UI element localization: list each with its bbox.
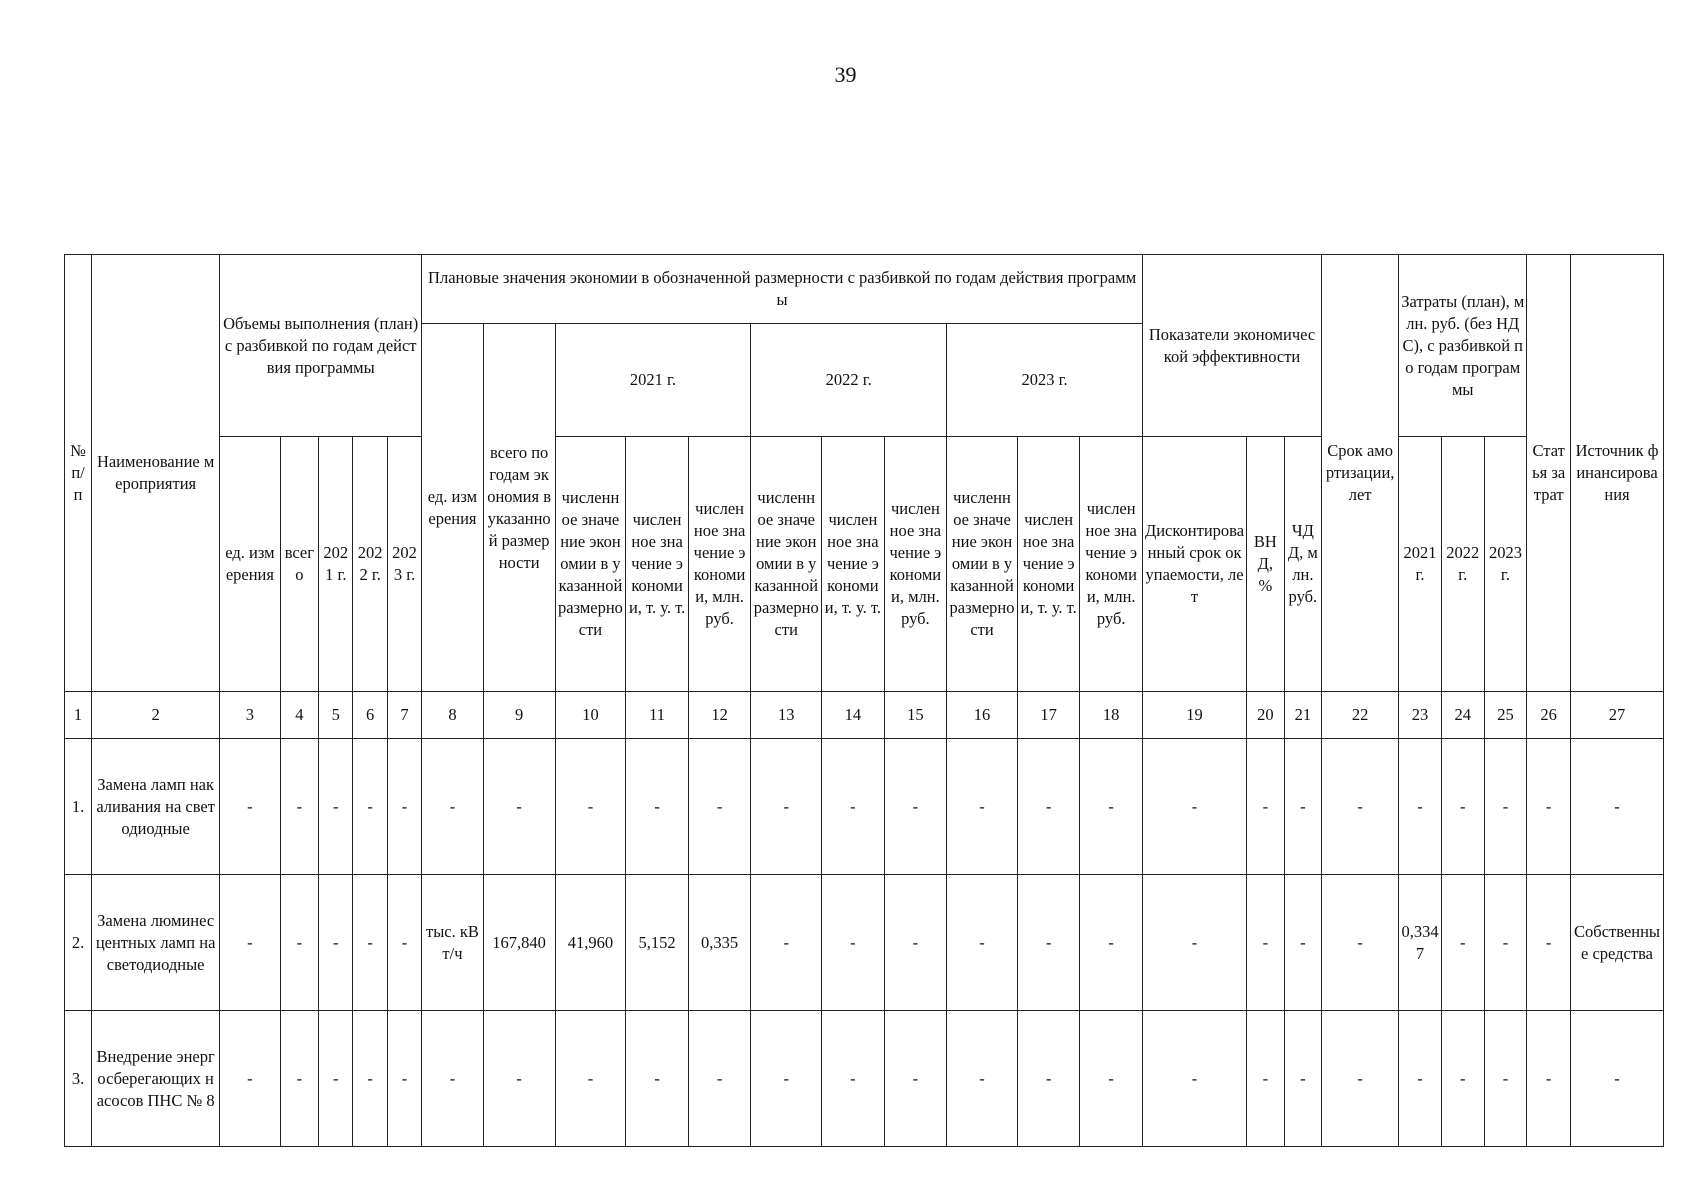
table-cell: -	[387, 1011, 421, 1147]
column-number: 20	[1247, 692, 1284, 739]
col-header-plan-savings: Плановые значения экономии в обозначенной размерности с разбивкой по годам действия программы	[422, 255, 1143, 324]
table-cell: -	[1284, 739, 1322, 875]
col-header-vol-unit: ед. измерения	[220, 437, 280, 692]
table-cell: -	[884, 875, 946, 1011]
col-header-2023-mln: численное значение экономии, млн. руб.	[1080, 437, 1143, 692]
table-cell: -	[1527, 875, 1571, 1011]
table-cell: -	[1484, 875, 1527, 1011]
column-number: 2	[92, 692, 220, 739]
table-row	[65, 1011, 1664, 1147]
table-cell: -	[884, 1011, 946, 1147]
table-cell: -	[1484, 739, 1527, 875]
column-number: 17	[1017, 692, 1079, 739]
col-header-amortization: Срок амортизации, лет	[1322, 255, 1399, 692]
table-cell: -	[1571, 739, 1664, 875]
col-header-efficiency: Показатели экономической эффективности	[1142, 255, 1321, 437]
page-number: 39	[834, 62, 857, 87]
table-cell: -	[220, 739, 280, 875]
table-cell: -	[1441, 875, 1484, 1011]
table-cell: -	[822, 875, 884, 1011]
row-number: 2.	[65, 875, 92, 1011]
table-cell: -	[884, 739, 946, 875]
col-header-2021-num: численное значение экономии в указанной размерности	[555, 437, 626, 692]
table-cell: -	[483, 1011, 555, 1147]
column-number: 25	[1484, 692, 1527, 739]
table-cell: -	[626, 739, 688, 875]
col-header-volumes: Объемы выполнения (план) с разбивкой по годам действия программы	[220, 255, 422, 437]
measure-name: Замена ламп накаливания на светодиодные	[92, 739, 220, 875]
table-cell: -	[626, 1011, 688, 1147]
col-header-2022-mln: численное значение экономии, млн. руб.	[884, 437, 946, 692]
col-header-plan-total: всего по годам экономия в указанной размерности	[483, 324, 555, 692]
column-number: 22	[1322, 692, 1399, 739]
col-header-2021-mln: численное значение экономии, млн. руб.	[688, 437, 750, 692]
col-header-plan-unit: ед. измерения	[422, 324, 483, 692]
col-header-irr: ВНД, %	[1247, 437, 1284, 692]
column-number: 13	[751, 692, 822, 739]
column-number: 24	[1441, 692, 1484, 739]
table-cell: -	[1247, 875, 1284, 1011]
table-cell: 167,840	[483, 875, 555, 1011]
table-cell: -	[1399, 739, 1442, 875]
table-cell: -	[353, 739, 387, 875]
col-header-year-2023: 2023 г.	[947, 324, 1143, 437]
table-cell: -	[1527, 739, 1571, 875]
table-cell: -	[319, 1011, 353, 1147]
table-cell: -	[280, 875, 319, 1011]
table-cell: 5,152	[626, 875, 688, 1011]
table-row	[65, 875, 1664, 1011]
table-cell: 41,960	[555, 875, 626, 1011]
measure-name: Внедрение энергосберегающих насосов ПНС № 8	[92, 1011, 220, 1147]
col-header-costs: Затраты (план), млн. руб. (без НДС), с разбивкой по годам программы	[1399, 255, 1527, 437]
table-cell: -	[751, 739, 822, 875]
table-cell: -	[555, 739, 626, 875]
col-header-article: Статья затрат	[1527, 255, 1571, 692]
col-header-2023-tut: численное значение экономии, т. у. т.	[1017, 437, 1079, 692]
column-number: 18	[1080, 692, 1143, 739]
col-header-cost-2022: 2022 г.	[1441, 437, 1484, 692]
table-cell: -	[947, 739, 1018, 875]
table-cell: -	[1142, 1011, 1246, 1147]
col-header-2021-tut: численное значение экономии, т. у. т.	[626, 437, 688, 692]
table-cell: 0,3347	[1399, 875, 1442, 1011]
table-cell: -	[1322, 1011, 1399, 1147]
table-cell: Собственные средства	[1571, 875, 1664, 1011]
column-number: 9	[483, 692, 555, 739]
table-row	[65, 739, 1664, 875]
table-cell: -	[319, 875, 353, 1011]
table-cell: -	[1247, 739, 1284, 875]
table-cell: -	[353, 875, 387, 1011]
column-number: 15	[884, 692, 946, 739]
table-cell: -	[751, 1011, 822, 1147]
column-number: 12	[688, 692, 750, 739]
measure-name: Замена люминесцентных ламп на светодиодные	[92, 875, 220, 1011]
column-number: 19	[1142, 692, 1246, 739]
col-header-2023-num: численное значение экономии в указанной размерности	[947, 437, 1018, 692]
table-cell: -	[751, 875, 822, 1011]
col-header-cost-2021: 2021 г.	[1399, 437, 1442, 692]
table-cell: -	[1017, 1011, 1079, 1147]
col-header-dpp: Дисконтированный срок окупаемости, лет	[1142, 437, 1246, 692]
column-number: 6	[353, 692, 387, 739]
column-number: 11	[626, 692, 688, 739]
column-number: 27	[1571, 692, 1664, 739]
table-cell: -	[1080, 1011, 1143, 1147]
table-cell: -	[1142, 875, 1246, 1011]
table-cell: -	[1571, 1011, 1664, 1147]
column-number: 26	[1527, 692, 1571, 739]
col-header-vol-2023: 2023 г.	[387, 437, 421, 692]
table-cell: -	[1527, 1011, 1571, 1147]
column-number: 21	[1284, 692, 1322, 739]
table-cell: -	[1441, 1011, 1484, 1147]
table-cell: -	[1284, 875, 1322, 1011]
table-cell: -	[319, 739, 353, 875]
row-number: 1.	[65, 739, 92, 875]
table-cell: тыс. кВт/ч	[422, 875, 483, 1011]
column-number: 10	[555, 692, 626, 739]
table-cell: -	[822, 739, 884, 875]
col-header-vol-2022: 2022 г.	[353, 437, 387, 692]
table-cell: -	[822, 1011, 884, 1147]
table-cell: -	[1284, 1011, 1322, 1147]
col-header-vol-total: всего	[280, 437, 319, 692]
table-cell: -	[483, 739, 555, 875]
col-header-2022-tut: численное значение экономии, т. у. т.	[822, 437, 884, 692]
col-header-year-2021: 2021 г.	[555, 324, 751, 437]
col-header-no: № п/п	[65, 255, 92, 692]
table-cell: -	[688, 739, 750, 875]
column-number: 23	[1399, 692, 1442, 739]
col-header-cost-2023: 2023 г.	[1484, 437, 1527, 692]
column-number: 8	[422, 692, 483, 739]
column-number: 1	[65, 692, 92, 739]
table-cell: -	[1441, 739, 1484, 875]
table-cell: -	[1080, 739, 1143, 875]
table-cell: -	[220, 1011, 280, 1147]
table-cell: -	[1017, 875, 1079, 1011]
table-cell: -	[947, 875, 1018, 1011]
table-cell: -	[1322, 875, 1399, 1011]
table-cell: -	[1399, 1011, 1442, 1147]
col-header-2022-num: численное значение экономии в указанной размерности	[751, 437, 822, 692]
table-cell: -	[1322, 739, 1399, 875]
column-number: 5	[319, 692, 353, 739]
col-header-name: Наименование мероприятия	[92, 255, 220, 692]
column-number: 16	[947, 692, 1018, 739]
col-header-year-2022: 2022 г.	[751, 324, 947, 437]
table-cell: -	[422, 1011, 483, 1147]
table-cell: -	[1017, 739, 1079, 875]
table-cell: -	[387, 739, 421, 875]
table-cell: -	[1247, 1011, 1284, 1147]
column-number: 7	[387, 692, 421, 739]
table-cell: -	[280, 739, 319, 875]
table-cell: -	[220, 875, 280, 1011]
table-cell: -	[422, 739, 483, 875]
table-cell: -	[688, 1011, 750, 1147]
table-cell: -	[947, 1011, 1018, 1147]
table-cell: -	[1080, 875, 1143, 1011]
column-number: 14	[822, 692, 884, 739]
col-header-vol-2021: 2021 г.	[319, 437, 353, 692]
col-header-source: Источник финансирования	[1571, 255, 1664, 692]
table-cell: -	[353, 1011, 387, 1147]
table-cell: -	[1142, 739, 1246, 875]
column-number: 4	[280, 692, 319, 739]
table-cell: -	[555, 1011, 626, 1147]
row-number: 3.	[65, 1011, 92, 1147]
table-cell: -	[1484, 1011, 1527, 1147]
table-cell: -	[280, 1011, 319, 1147]
column-number-row	[65, 692, 1664, 739]
program-measures-table	[64, 254, 1664, 1147]
column-number: 3	[220, 692, 280, 739]
col-header-npv: ЧДД, млн. руб.	[1284, 437, 1322, 692]
table-cell: -	[387, 875, 421, 1011]
table-cell: 0,335	[688, 875, 750, 1011]
